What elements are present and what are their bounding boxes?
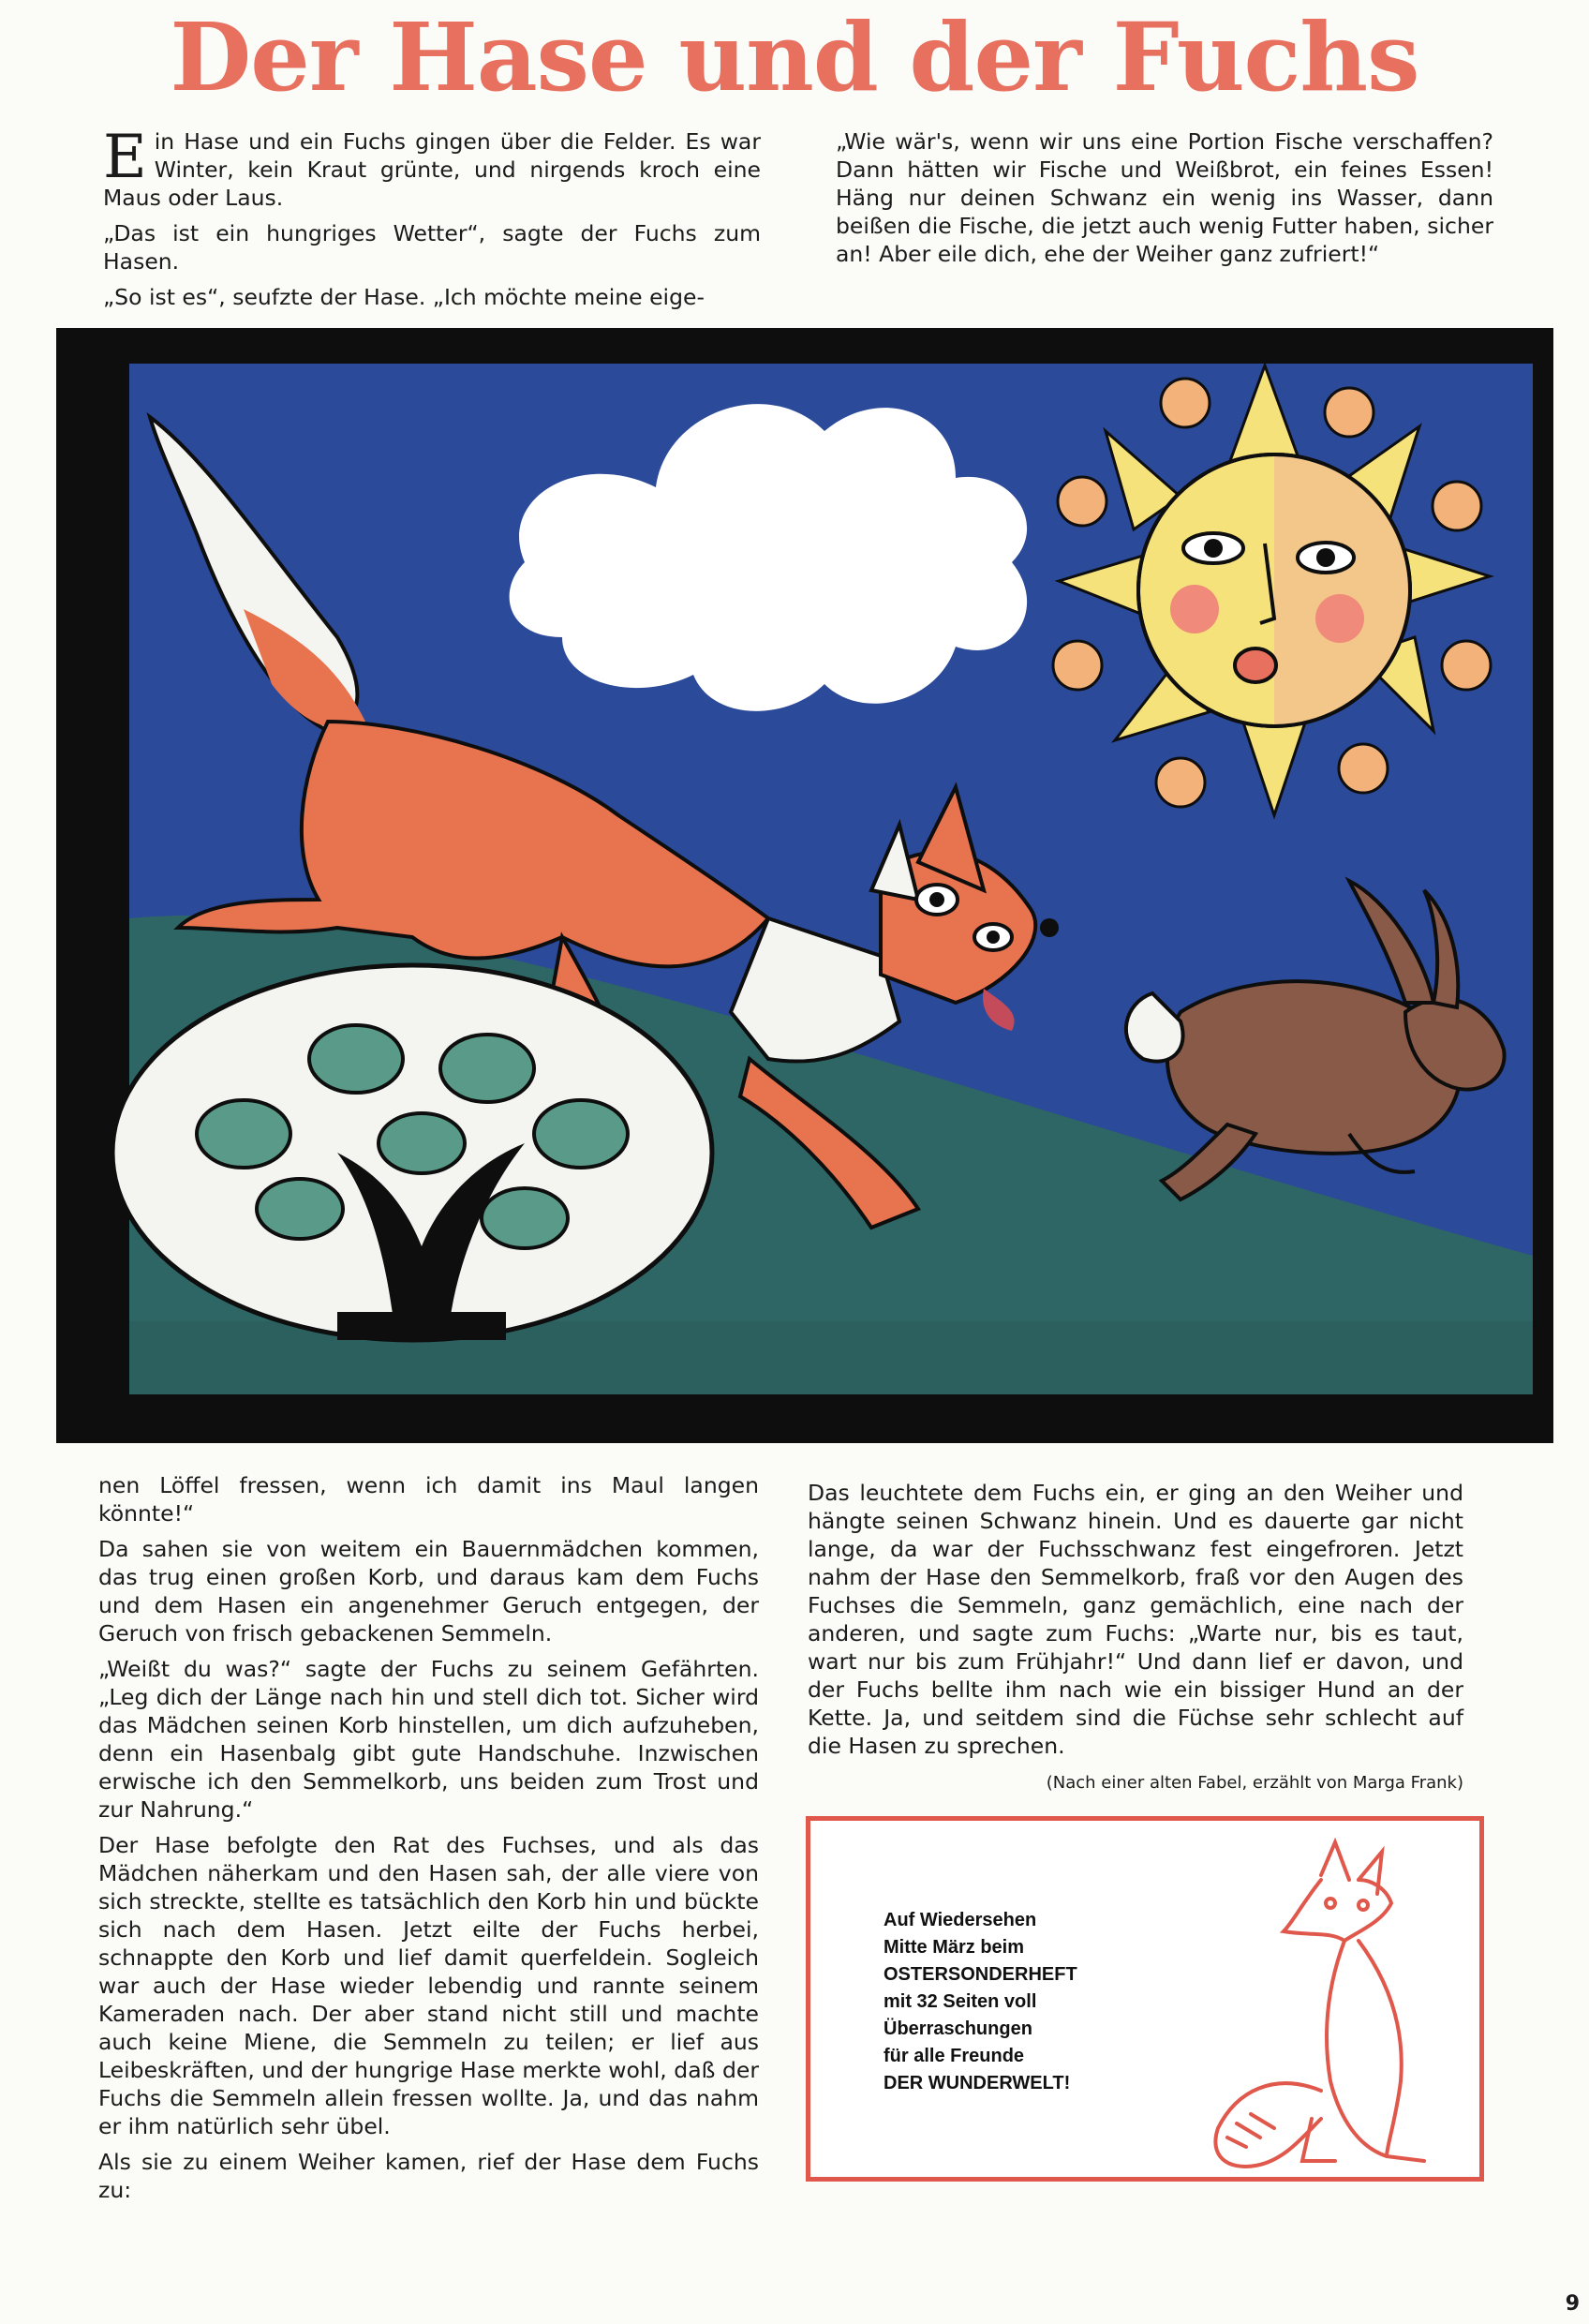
announcement-box xyxy=(806,1816,1484,2182)
paragraph: Als sie zu einem Weiher kamen, rief der Hase dem Fuchs zu: xyxy=(98,2149,759,2203)
paragraph: „So ist es“, seufzte der Hase. „Ich möchte meine eige- xyxy=(103,284,705,310)
column-3 xyxy=(98,1471,759,2212)
column-2 xyxy=(836,127,1493,276)
paragraph: „Weißt du was?“ sagte der Fuchs zu seinem Gefährten. „Leg dich der Länge nach hin und stell dich tot. Sicher wird das Mädchen seinen Korb hinstellen, um dich aufzuheben, denn ein Hasenbalg gibt gute Handschuhe. Inzwischen erwische ich den Semmelkorb, uns beiden zum Trost und zur Nahrung.“ xyxy=(98,1656,759,1823)
paragraph: Ein Hase und ein Fuchs gingen über die Felder. Es war Winter, kein Kraut grünte, und nirgends kroch eine Maus oder Laus. xyxy=(103,123,761,211)
announcement-line: für alle Freunde xyxy=(884,2046,1025,2066)
tree xyxy=(112,965,712,1340)
paragraph: Da sahen sie von weitem ein Bauernmädchen kommen, das trug einen großen Korb, und daraus kam dem Fuchs und dem Hasen ein angenehmer Geruch entgegen, der Geruch von frisch gebackenen Semmeln. xyxy=(98,1536,759,1646)
fox-sketch-icon xyxy=(1171,1838,1471,2175)
announcement-line: Überraschungen xyxy=(884,2019,1032,2039)
announcement-line: Mitte März beim xyxy=(884,1937,1025,1958)
paragraph: Der Hase befolgte den Rat des Fuchses, und als das Mädchen näherkam und den Hasen sah, der alle viere von sich streckte, stellte es tatsächlich den Korb hin und bückte sich nach dem Hasen. Jetzt eilte der Fuchs herbei, schnappte den Korb und lief damit querfeldein. Sogleich war auch der Hase wieder lebendig und rannte seinem Kameraden nach. Der aber stand nicht still und machte auch keine Miene, die Semmeln zu teilen; er lief aus Leibeskräften, und der hungrige Hase merkte wohl, daß der Fuchs die Semmeln allein fressen wollte. Ja, und das nahm er ihm natürlich sehr übel. xyxy=(98,1832,759,2139)
paragraph: nen Löffel fressen, wenn ich damit ins Maul langen könnte!“ xyxy=(98,1472,759,1527)
page-title: Der Hase und der Fuchs xyxy=(170,2,1419,112)
announcement-line: DER WUNDERWELT! xyxy=(884,2073,1071,2093)
paragraph: „Wie wär's, wenn wir uns eine Portion Fische verschaffen? Dann hätten wir Fische und Weißbrot, ein feines Essen! Häng nur deinen Schwanz ein wenig ins Wasser, dann beißen die Fische, die jetzt auch wenig Futter haben, sicher an! Aber eile dich, ehe der Weiher ganz zufriert!“ xyxy=(836,128,1493,267)
announcement-text xyxy=(884,1907,1155,2097)
column-4 xyxy=(808,1479,1463,1797)
paragraph: Das leuchtete dem Fuchs ein, er ging an den Weiher und hängte seinen Schwanz hinein. Und es dauerte gar nicht lange, da war der Fuchsschwanz fest eingefroren. Jetzt nahm der Hase den Semmelkorb, fraß vor den Augen des Fuchses die Semmeln, ganz gemächlich, eine nach der anderen, und sagte zum Fuchs: „Warte nur, bis es taut, wart nur bis zum Frühjahr!“ Und dann lief er davon, und der Fuchs bellte ihm nach wie ein bissiger Hund an der Kette. Ja, und seitdem sind die Füchse sehr schlecht auf die Hasen zu sprechen. xyxy=(808,1480,1463,1759)
announcement-line: mit 32 Seiten voll xyxy=(884,1991,1037,2012)
fox-chasing-rabbit-illustration xyxy=(56,328,1553,1443)
drop-cap: E xyxy=(103,123,147,192)
column-1 xyxy=(103,123,761,319)
paragraph: „Das ist ein hungriges Wetter“, sagte der Fuchs zum Hasen. xyxy=(103,220,761,275)
announcement-line: Auf Wiedersehen xyxy=(884,1910,1037,1930)
announcement-line: OSTERSONDERHEFT xyxy=(884,1964,1077,1985)
page-number: 9 xyxy=(1565,2292,1580,2316)
author-credit: (Nach einer alten Fabel, erzählt von Marga Frank) xyxy=(1046,1773,1463,1793)
